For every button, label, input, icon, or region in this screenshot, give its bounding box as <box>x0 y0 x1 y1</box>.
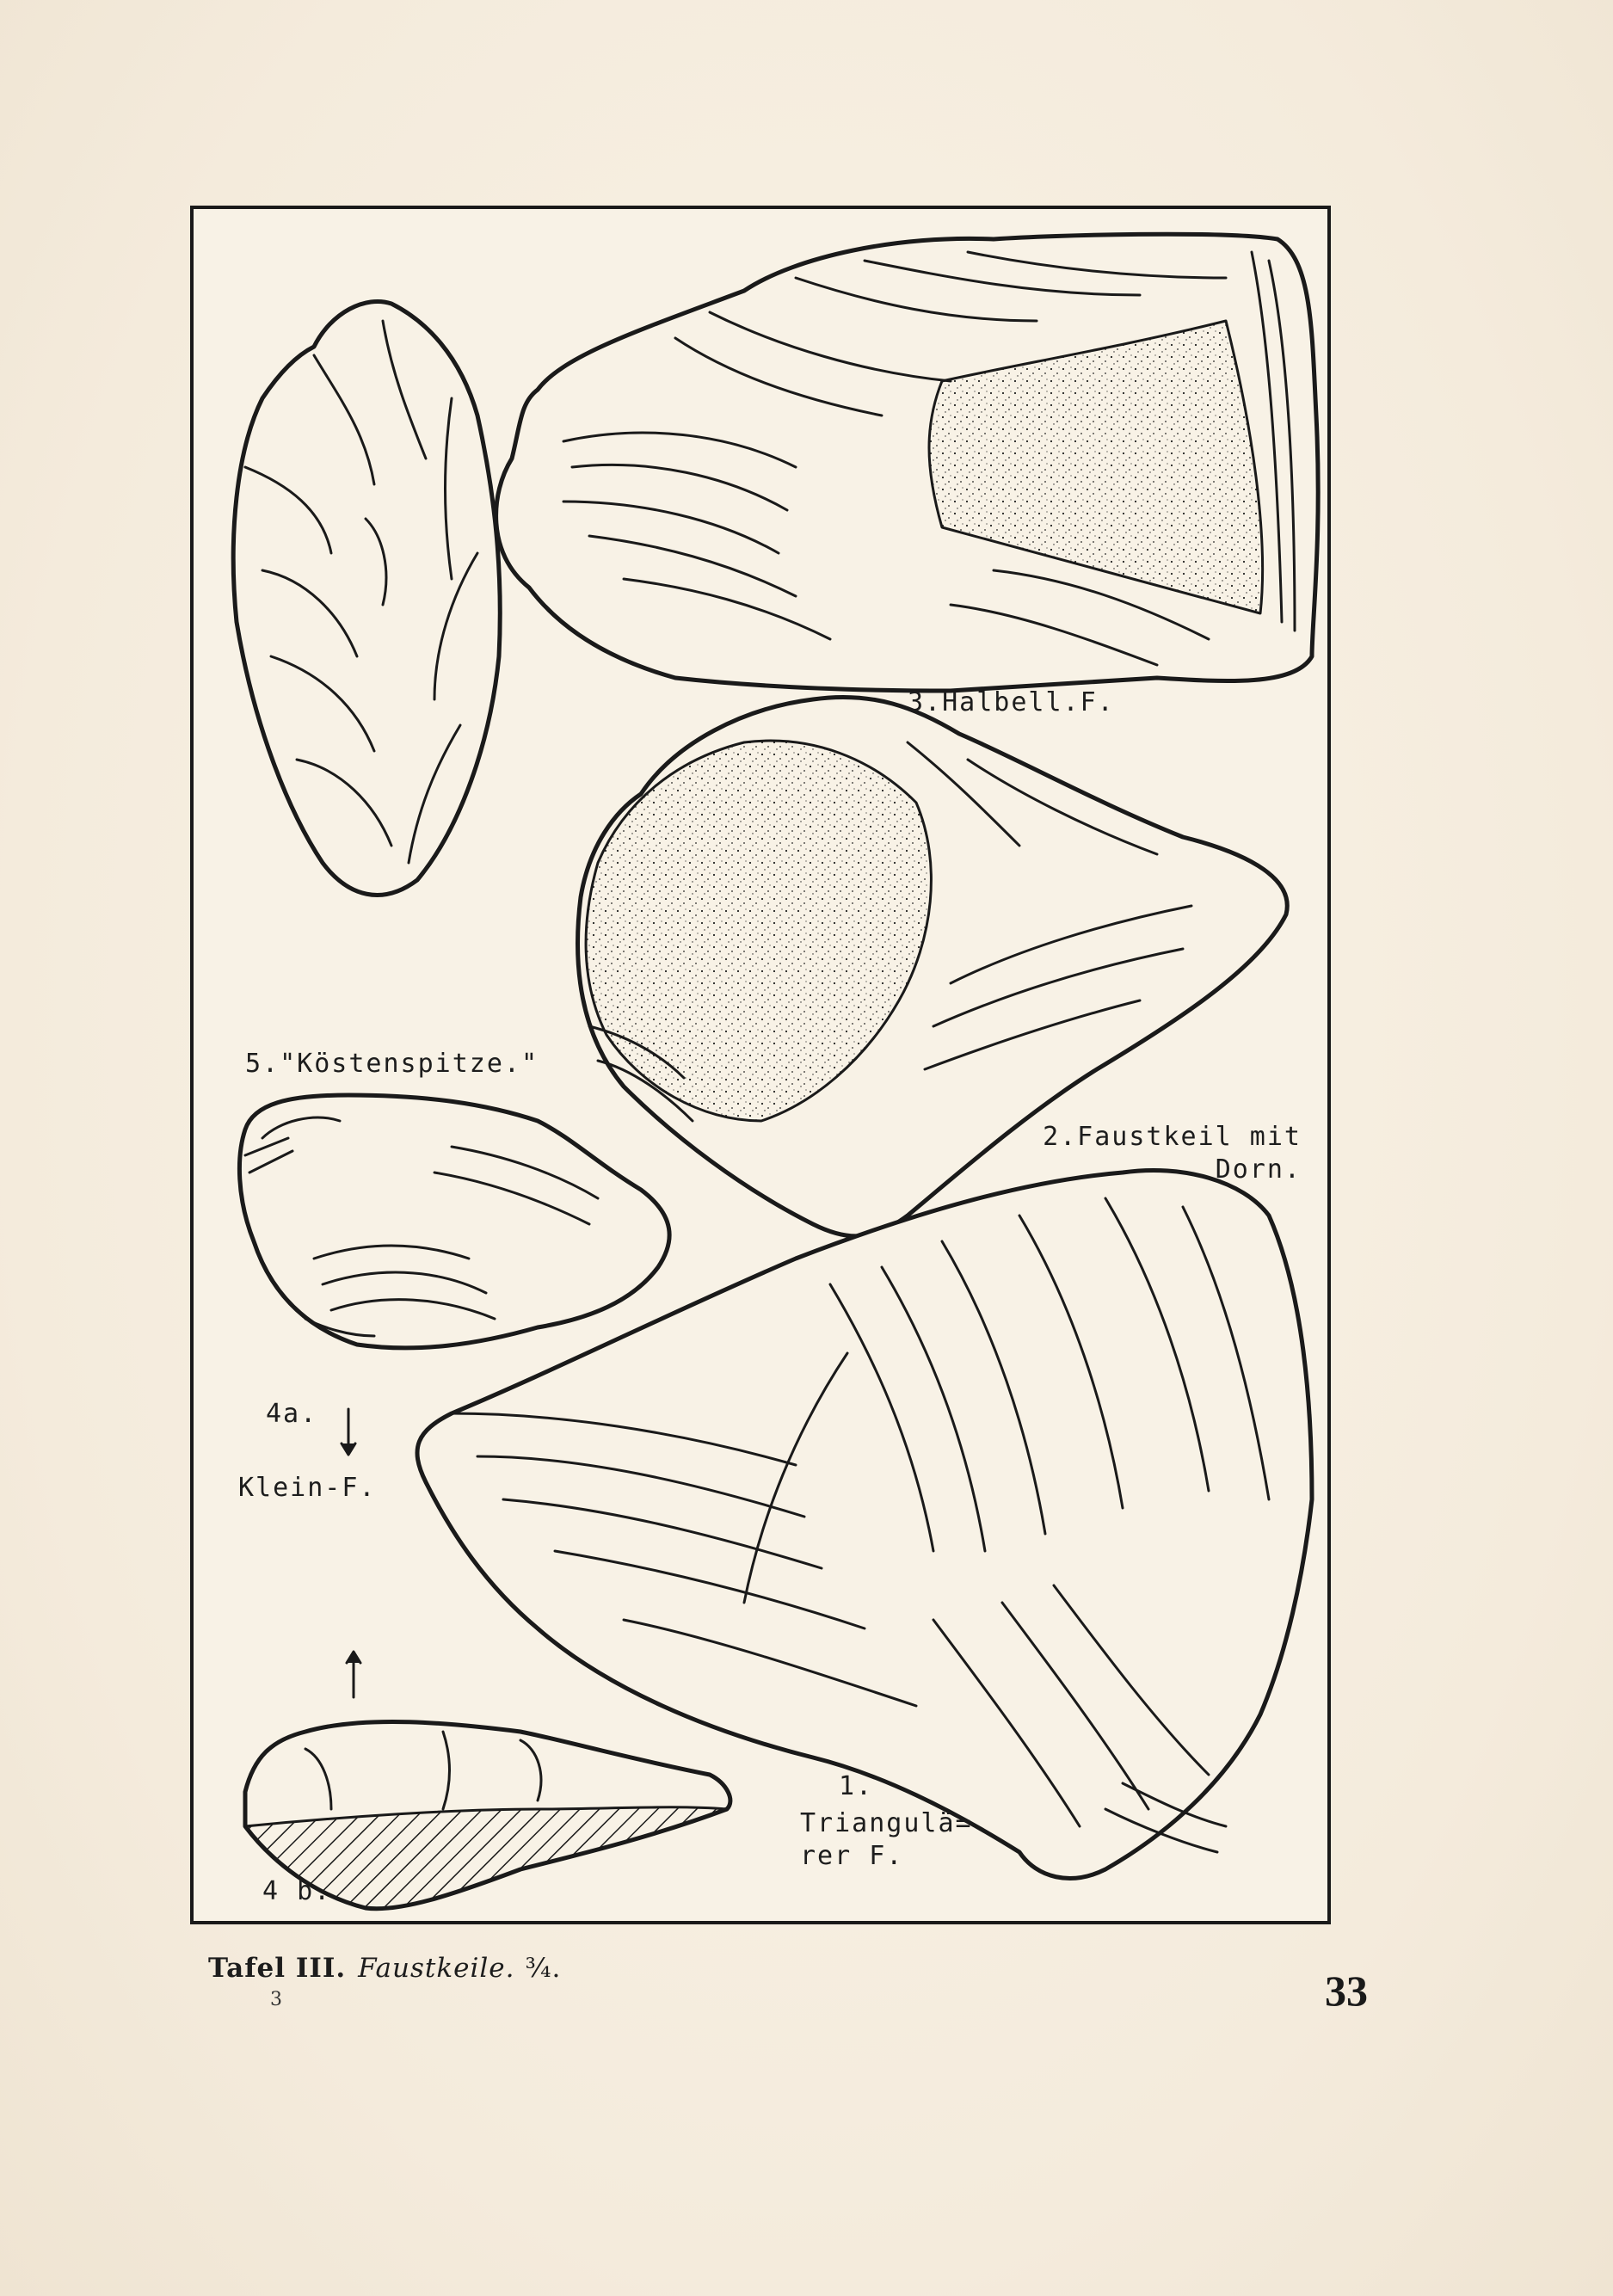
label-klein-f: Klein-F. <box>238 1473 377 1503</box>
illustration-plate <box>190 206 1331 1924</box>
figure-3-halbell-axe <box>496 234 1319 691</box>
caption-scale: ¾. <box>525 1953 562 1984</box>
label-figure-2 <box>1043 1121 1302 1185</box>
label-figure-4a: 4a. <box>266 1399 318 1429</box>
figure-5-koestenspitze <box>233 301 500 895</box>
label-figure-1 <box>800 1807 973 1872</box>
label-figure-1-number: 1. <box>839 1771 874 1801</box>
label-figure-1-line1: Triangulä= <box>800 1808 973 1838</box>
figure-4b-arrow <box>347 1652 360 1697</box>
figure-4a-klein-faustkeil <box>239 1095 669 1348</box>
label-figure-2-line1: 2.Faustkeil mit <box>1043 1122 1302 1152</box>
label-figure-3: 3.Halbell.F. <box>908 687 1115 717</box>
caption-title: Faustkeile. <box>358 1953 515 1984</box>
caption-plate-number: Tafel III. <box>208 1953 347 1984</box>
label-figure-4b: 4 b. <box>262 1876 332 1906</box>
label-figure-2-line2: Dorn. <box>1215 1154 1302 1185</box>
klein-arrow <box>342 1409 355 1455</box>
plate-caption <box>208 1953 561 1984</box>
label-figure-5: 5."Köstenspitze." <box>245 1049 539 1079</box>
label-figure-1-line2: rer F. <box>800 1840 904 1871</box>
page-number: 33 <box>1325 1967 1368 2015</box>
signature-mark: 3 <box>270 1989 282 2010</box>
